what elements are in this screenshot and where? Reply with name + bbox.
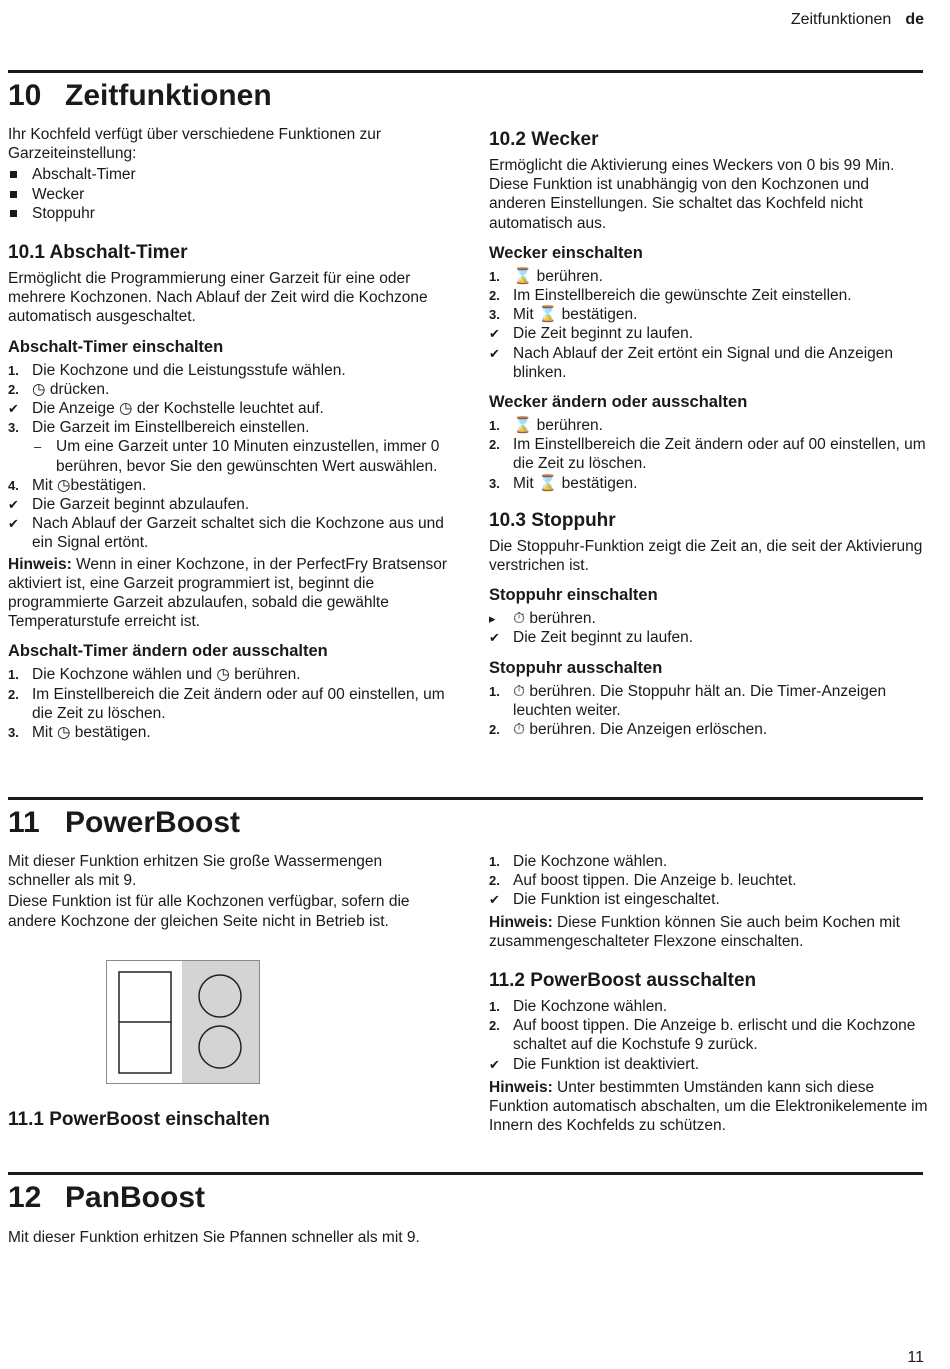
chapter-number: 10: [8, 79, 42, 112]
function-list: [8, 165, 448, 223]
chapter-rule: [8, 797, 923, 800]
chapter-title: PowerBoost: [65, 806, 241, 839]
step-list: [489, 997, 929, 1074]
step-item: 1. Die Kochzone wählen und ◷ berühren.: [8, 666, 301, 684]
step-item: 2. ◷ drücken.: [8, 380, 110, 398]
step-item: 2. ⏱ berühren. Die Anzeigen erlöschen.: [489, 721, 768, 739]
square-bullet-icon: [10, 171, 17, 178]
step-list: [8, 665, 448, 742]
square-bullet-icon: [10, 210, 17, 217]
subsection-title: Stoppuhr ausschalten: [489, 658, 663, 677]
step-item: 2. Im Einstellbereich die Zeit ändern oder auf 00 einstellen, um die Zeit zu löschen.: [8, 685, 445, 722]
step-item: 1. ⏱ berühren. Die Stoppuhr hält an. Die Timer-Anzeigen leuchten weiter.: [489, 682, 887, 719]
list-item: Stoppuhr: [8, 204, 448, 223]
step-item: 2. Im Einstellbereich die gewünschte Zeit einstellen.: [489, 287, 852, 305]
note-text: Unter bestimmten Umständen kann sich diese Funktion automatisch abschalten, um die Elektronikelemente im Innern des Kochfelds zu schützen.: [489, 1078, 928, 1135]
chapter-number: 11: [8, 806, 40, 839]
paragraph: Mit dieser Funktion erhitzen Sie große Wassermengen schneller als mit 9.: [8, 853, 383, 890]
note-text: Diese Funktion können Sie auch beim Kochen mit zusammengeschalteter Flexzone einschalten.: [489, 913, 900, 950]
paragraph: Mit dieser Funktion erhitzen Sie Pfannen schneller als mit 9.: [8, 1229, 420, 1246]
subsection-title: Abschalt-Timer ändern oder ausschalten: [8, 642, 328, 661]
hob-diagram: [106, 960, 260, 1084]
step-item: 3. Mit ⌛ bestätigen.: [489, 474, 638, 492]
chapter-number: 12: [8, 1181, 42, 1214]
section-description: Ermöglicht die Programmierung einer Garzeit für eine oder mehrere Kochzonen. Nach Ablauf der Zeit wird die Kochzone automatisch ausgeschaltet.: [8, 270, 428, 326]
step-list: [489, 682, 929, 740]
square-bullet-icon: [10, 191, 17, 198]
chapter-10-heading: [8, 78, 272, 114]
section-title: 11.2 PowerBoost ausschalten: [489, 970, 757, 992]
step-item: 1. Die Kochzone wählen.: [489, 853, 668, 870]
result-item: ✔ Die Funktion ist deaktiviert.: [489, 1055, 700, 1073]
step-list: [489, 267, 929, 382]
section-title: 10.1 Abschalt-Timer: [8, 242, 188, 264]
subsection-title: Wecker einschalten: [489, 243, 643, 262]
chapter-12-left-column: [8, 1228, 448, 1249]
step-item: 1. ⌛ berühren.: [489, 417, 603, 435]
step-item: 1. ⌛ berühren.: [489, 267, 603, 285]
chapter-11-heading: [8, 805, 240, 841]
step-list: [489, 416, 929, 493]
running-header: [791, 11, 924, 29]
note-label: Hinweis:: [8, 555, 72, 573]
result-item: ✔ Die Garzeit beginnt abzulaufen.: [8, 496, 250, 514]
step-list: [8, 361, 448, 553]
subsection-title: Wecker ändern oder ausschalten: [489, 393, 748, 412]
step-item: 1. Die Kochzone wählen.: [489, 998, 668, 1016]
step-item: 3. Mit ⌛ bestätigen.: [489, 306, 638, 324]
result-item: ✔ Die Zeit beginnt zu laufen.: [489, 325, 694, 343]
chapter-11-right-column: [489, 852, 929, 1137]
note-label: Hinweis:: [489, 1078, 553, 1096]
chapter-11-left-column: [8, 852, 448, 933]
chapter-12-heading: [8, 1180, 205, 1216]
chapter-10-left-column: [8, 125, 448, 742]
subsection-title: Abschalt-Timer einschalten: [8, 337, 224, 356]
paragraph: Diese Funktion ist für alle Kochzonen verfügbar, sofern die andere Kochzone der gleichen Seite nicht in Betrieb ist.: [8, 893, 410, 930]
result-item: ✔ Nach Ablauf der Garzeit schaltet sich die Kochzone aus und ein Signal ertönt.: [8, 515, 444, 552]
note-label: Hinweis:: [489, 913, 553, 931]
page-number: 11: [907, 1349, 924, 1366]
section-description: Ermöglicht die Aktivierung eines Weckers von 0 bis 99 Min. Diese Funktion ist unabhängig von den Kochzonen und anderen Einstellungen. Sie schaltet das Kochfeld nicht automatisch aus.: [489, 157, 895, 232]
note: [8, 555, 448, 632]
section-description: Die Stoppuhr-Funktion zeigt die Zeit an, die seit der Aktivierung verstrichen ist.: [489, 537, 923, 575]
step-item: 2. Auf boost tippen. Die Anzeige b. erlischt und die Kochzone schaltet auf die Kochstufe 9 zurück.: [489, 1017, 916, 1054]
running-header-section: Zeitfunktionen: [790, 11, 892, 28]
step-item: 1. Die Kochzone und die Leistungsstufe wählen.: [8, 361, 346, 379]
section-title: 11.1 PowerBoost einschalten: [8, 1109, 270, 1130]
step-item: 2. Auf boost tippen. Die Anzeige b. leuchtet.: [489, 872, 797, 890]
chapter-10-right-column: [489, 114, 929, 739]
chapter-title: PanBoost: [65, 1181, 206, 1214]
result-item: ✔ Die Funktion ist eingeschaltet.: [489, 891, 720, 909]
step-item: 2. Im Einstellbereich die Zeit ändern oder auf 00 einstellen, um die Zeit zu löschen.: [489, 436, 926, 473]
step-item: 3. Mit ◷ bestätigen.: [8, 724, 151, 742]
hob-illustration: [106, 960, 260, 1084]
result-item: ✔ Nach Ablauf der Zeit ertönt ein Signal und die Anzeigen blinken.: [489, 344, 894, 381]
note-text: Wenn in einer Kochzone, in der PerfectFry Bratsensor aktiviert ist, eine Garzeit programmiert ist, beginnt die programmierte Garzeit abzulaufen, sobald die gewählte Temperaturstufe erreicht ist.: [8, 555, 448, 631]
sub-step-item: – Um eine Garzeit unter 10 Minuten einzustellen, immer 0 berühren, bevor Sie den gewünschten Wert auswählen.: [34, 438, 440, 475]
list-item: Abschalt-Timer: [8, 165, 448, 184]
section-title: 10.2 Wecker: [489, 129, 599, 150]
chapter-rule: [8, 1172, 923, 1175]
note: [489, 1078, 929, 1136]
list-item: Wecker: [8, 185, 448, 204]
chapter-rule: [8, 70, 923, 73]
result-item: ✔ Die Anzeige ◷ der Kochstelle leuchtet auf.: [8, 400, 324, 418]
language-code: de: [905, 11, 924, 28]
section-11-1-heading: [8, 1108, 448, 1132]
intro-text: Ihr Kochfeld verfügt über verschiedene Funktionen zur Garzeiteinstellung:: [8, 126, 382, 163]
step-item: 3. Die Garzeit im Einstellbereich einstellen.: [8, 419, 310, 437]
subsection-title: Stoppuhr einschalten: [489, 586, 658, 605]
step-item: 4. Mit ◷bestätigen.: [8, 476, 147, 494]
section-title: 10.3 Stoppuhr: [489, 509, 616, 531]
step-item: ▸ ⏱ berühren.: [489, 610, 596, 628]
step-list: [489, 852, 929, 910]
step-list: [489, 609, 929, 647]
chapter-title: Zeitfunktionen: [65, 79, 272, 112]
note: [489, 913, 929, 951]
result-item: ✔ Die Zeit beginnt zu laufen.: [489, 629, 694, 647]
